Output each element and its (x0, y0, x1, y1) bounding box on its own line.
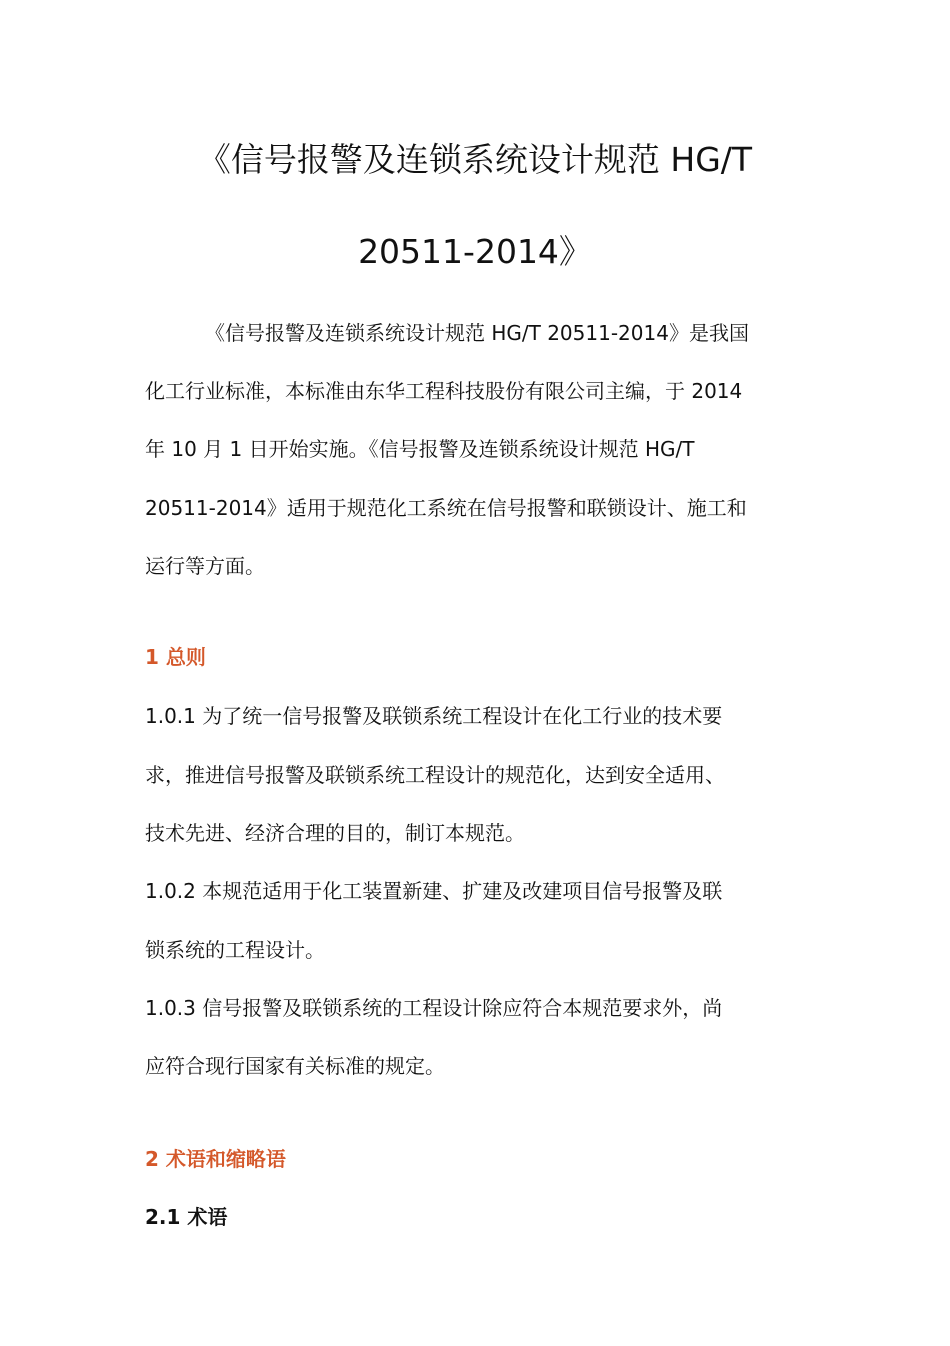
intro-line-1: 《信号报警及连锁系统设计规范 HG/T 20511-2014》是我国 (205, 321, 749, 345)
intro-line-3: 年 10 月 1 日开始实施。《信号报警及连锁系统设计规范 HG/T (145, 437, 695, 461)
document-title-line-2: 20511-2014》 (358, 232, 592, 271)
section-2-1-subheading: 2.1 术语 (145, 1205, 228, 1229)
section-1-line-6: 1.0.3 信号报警及联锁系统的工程设计除应符合本规范要求外，尚 (145, 996, 723, 1020)
section-1-line-4: 1.0.2 本规范适用于化工装置新建、扩建及改建项目信号报警及联 (145, 879, 723, 903)
section-1-line-3: 技术先进、经济合理的目的，制订本规范。 (145, 821, 525, 845)
section-1-line-7: 应符合现行国家有关标准的规定。 (145, 1054, 445, 1078)
section-2-heading: 2 术语和缩略语 (145, 1147, 286, 1171)
section-1-line-5: 锁系统的工程设计。 (145, 938, 325, 962)
intro-line-5: 运行等方面。 (145, 554, 265, 578)
section-1-heading: 1 总则 (145, 645, 206, 669)
section-1-line-1: 1.0.1 为了统一信号报警及联锁系统工程设计在化工行业的技术要 (145, 704, 723, 728)
document-title-line-1: 《信号报警及连锁系统设计规范 HG/T (197, 140, 753, 179)
intro-line-4: 20511-2014》适用于规范化工系统在信号报警和联锁设计、施工和 (145, 496, 747, 520)
intro-line-2: 化工行业标准，本标准由东华工程科技股份有限公司主编，于 2014 (145, 379, 743, 403)
section-1-line-2: 求，推进信号报警及联锁系统工程设计的规范化，达到安全适用、 (145, 763, 725, 787)
